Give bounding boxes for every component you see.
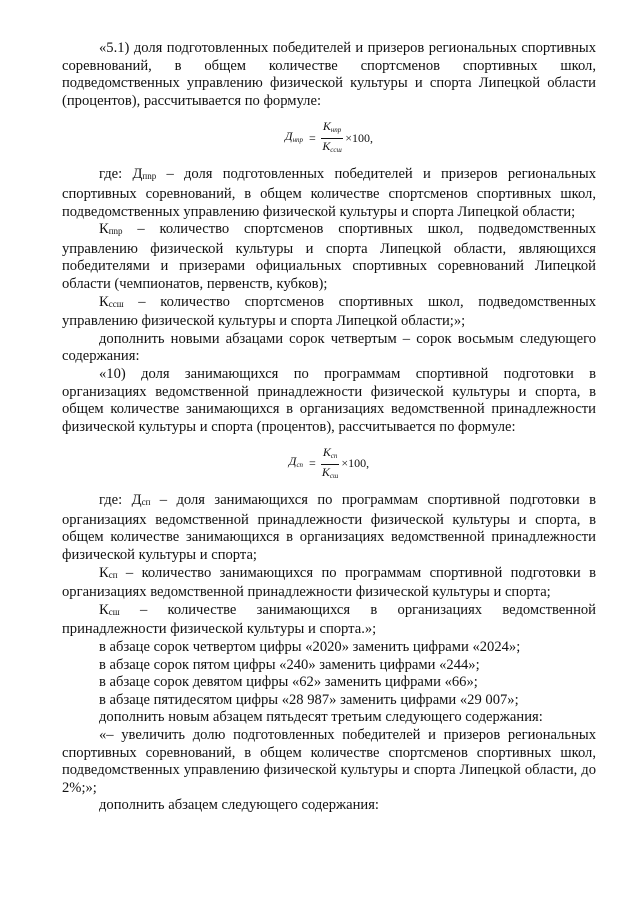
formula-dnpr: [62, 110, 596, 166]
definition-kssh: Кссш – количество спортсменов спортивных школ, подведомственных управлению физической культуры и спорта Липецкой области;»;: [62, 293, 596, 330]
paragraph-5-1: «5.1) доля подготовленных победителей и призеров региональных спортивных соревнований, в общем количестве спортсменов спортивных школ, подведомственных управлению физической культуры и спорта Липецкой области (процентов), рассчитывается по формуле:: [62, 40, 596, 109]
formula-equals: =: [309, 130, 316, 145]
definition-knpr: Кпnр – количество спортсменов спортивных школ, подведомственных управлению физической культуры и спорта Липецкой области, являющихся победителями и призерами официальных спортивных соревнований Липецкой области (чемпионатов, первенств, кубков);: [62, 221, 596, 292]
formula-equals: =: [309, 456, 316, 471]
list-item: в абзаце сорок четвертом цифры «2020» заменить цифрами «2024»;: [99, 639, 521, 656]
formula-fraction: [321, 120, 343, 157]
formula-lhs: Дсп: [288, 454, 304, 470]
formula-lhs: Днпр: [284, 128, 304, 144]
formula-tail: ×100,: [345, 130, 374, 145]
list-item: в абзаце пятидесятом цифры «28 987» заменить цифрами «29 007»;: [99, 691, 519, 708]
definition-dsp: где: Дсп – доля занимающихся по программам спортивной подготовки в организациях ведомственной принадлежности физической культуры и спорта, в общем количестве занимающихся в организациях ведомственной принадлежности физической культуры и спорта;: [62, 492, 596, 564]
list-item: дополнить новым абзацем пятьдесят третьим следующего содержания:: [99, 709, 543, 726]
formula-fraction: [321, 446, 340, 483]
definition-ksp: Ксп – количество занимающихся по программам спортивной подготовки в организациях ведомственной принадлежности физической культуры и спорта;: [62, 564, 596, 601]
formula-numerator: Кнпр: [321, 120, 343, 139]
list-item: в абзаце сорок девятом цифры «62» заменить цифрами «66»;: [99, 674, 478, 691]
document-page: [62, 40, 596, 815]
formula-denominator: Кссш: [322, 138, 342, 154]
formula-dsp: [62, 436, 596, 492]
definition-ksh: Ксш – количестве занимающихся в организациях ведомственной принадлежности физической культуры и спорта.»;: [62, 601, 596, 638]
paragraph-10: «10) доля занимающихся по программам спортивной подготовки в организациях ведомственной принадлежности физической культуры и спорта, в общем количестве занимающихся в организациях ведомственной принадлежности физической культуры и спорта (процентов), рассчитывается по формуле:: [62, 365, 596, 435]
paragraph-increase-share: «– увеличить долю подготовленных победителей и призеров региональных спортивных соревнований, в общем количестве спортсменов спортивных школ, подведомственных управлению физической культуры и спорта Липецкой области, до 2%;»;: [62, 727, 596, 796]
formula-numerator: Ксп: [321, 446, 340, 465]
definition-dnpr: где: Дпnр – доля подготовленных победителей и призеров региональных спортивных соревнований, в общем количестве спортсменов спортивных школ, подведомственных управлению физической культуры и спорта Липецкой области;: [62, 166, 596, 220]
formula-tail: ×100,: [341, 456, 370, 471]
paragraph-add-44-48: дополнить новыми абзацами сорок четвертым – сорок восьмым следующего содержания:: [62, 330, 596, 365]
formula-denominator: Ксш: [321, 464, 339, 480]
paragraph-add-abzac: дополнить абзацем следующего содержания:: [99, 797, 379, 814]
list-item: в абзаце сорок пятом цифры «240» заменить цифрами «244»;: [99, 656, 480, 673]
